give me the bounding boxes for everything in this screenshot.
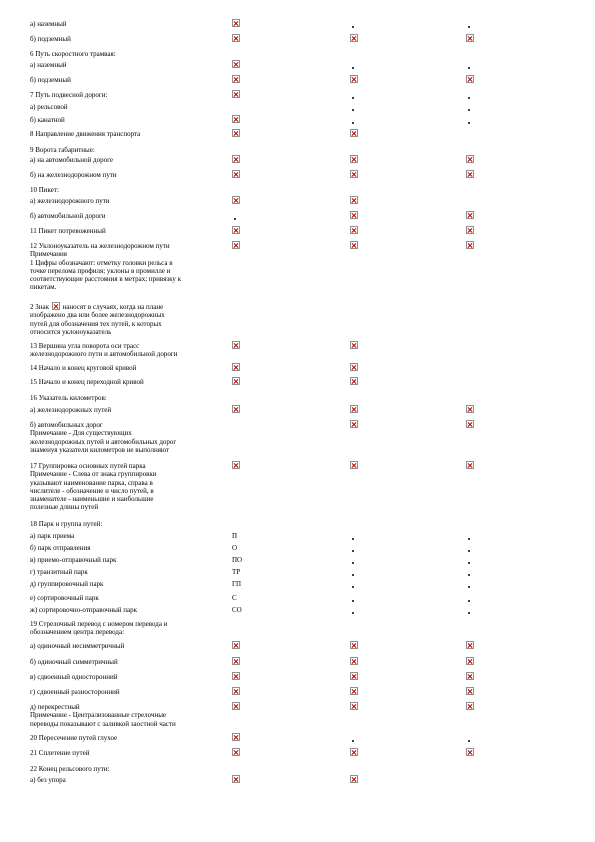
row-label: б) одиночный симметричный — [30, 658, 118, 666]
broken-image-icon — [350, 641, 358, 649]
dot-mark — [466, 116, 468, 125]
broken-image-icon — [232, 242, 240, 253]
row-label: г) транзитный парк — [30, 568, 88, 576]
broken-image-icon — [232, 702, 240, 710]
broken-image-icon — [350, 227, 358, 238]
dot-mark — [350, 532, 352, 541]
broken-image-icon — [466, 748, 474, 756]
broken-image-icon — [466, 75, 474, 83]
broken-image-icon — [466, 211, 474, 219]
broken-image-icon — [232, 364, 240, 375]
broken-image-icon — [232, 171, 240, 182]
dot-mark — [466, 61, 468, 70]
broken-image-icon — [350, 196, 358, 204]
table-row — [30, 227, 580, 242]
dot-mark — [350, 103, 352, 112]
dot-mark — [466, 20, 468, 29]
dot-icon — [352, 612, 354, 614]
symbol-code: ТР — [232, 568, 241, 576]
table-row — [30, 556, 580, 568]
dot-mark — [350, 91, 352, 100]
broken-image-icon — [466, 673, 474, 684]
broken-image-icon — [350, 155, 358, 163]
row-label: 22 Конец рельсового пути: — [30, 765, 110, 773]
dot-icon — [468, 122, 470, 124]
dot-mark — [350, 116, 352, 125]
broken-image-icon — [466, 171, 474, 182]
dot-mark — [350, 61, 352, 70]
broken-image-icon — [232, 35, 240, 46]
broken-image-icon — [350, 212, 358, 223]
table-row — [30, 776, 580, 791]
row-label: а) без упора — [30, 776, 66, 784]
broken-image-icon — [232, 733, 240, 741]
broken-image-icon — [350, 341, 358, 349]
dot-mark — [350, 580, 352, 589]
broken-image-icon — [466, 658, 474, 669]
broken-image-icon — [232, 749, 240, 760]
table-row — [30, 342, 580, 364]
row-label: а) наземный — [30, 20, 67, 28]
row-label: 19 Стрелочный перевод с номером перевода и обозначением центра перевода: — [30, 620, 168, 637]
document-table — [30, 20, 580, 791]
row-label: 18 Парк и группа путей: — [30, 520, 103, 528]
dot-mark — [350, 20, 352, 29]
broken-image-icon — [232, 405, 240, 413]
table-row — [30, 364, 580, 378]
broken-image-icon — [466, 405, 474, 413]
row-label: 12 Уклоноуказатель на железнодорожном пути Примечания 1 Цифры обозначают: отметку головки рельса в точке перелома профиля; уклоны в промилле и соответствующие расстояния в метрах; привязку к пикетам. — [30, 242, 182, 292]
dot-mark — [350, 734, 352, 743]
symbol-code: О — [232, 544, 238, 552]
row-label: е) сортировочный парк — [30, 594, 99, 602]
table-row — [30, 520, 580, 532]
broken-image-icon — [350, 642, 358, 653]
table-row — [30, 146, 580, 156]
table-row — [30, 673, 580, 688]
broken-image-icon — [466, 170, 474, 178]
row-label: 14 Начало и конец круговой кривой — [30, 364, 137, 372]
broken-image-icon — [232, 226, 240, 234]
row-label: 16 Указатель километров: — [30, 394, 107, 402]
dot-icon — [468, 600, 470, 602]
broken-image-icon — [232, 116, 240, 127]
dot-mark — [466, 734, 468, 743]
dot-mark — [350, 594, 352, 603]
broken-image-icon — [350, 226, 358, 234]
dot-mark — [466, 544, 468, 553]
broken-image-icon — [232, 227, 240, 238]
broken-image-icon — [232, 156, 240, 167]
broken-image-icon — [466, 420, 474, 428]
broken-image-icon — [350, 421, 358, 432]
dot-mark — [350, 568, 352, 577]
broken-image-icon — [466, 672, 474, 680]
broken-image-icon — [350, 687, 358, 695]
broken-image-icon — [350, 405, 358, 413]
dot-icon — [352, 600, 354, 602]
broken-image-icon — [350, 197, 358, 208]
broken-image-icon — [466, 461, 474, 469]
broken-image-icon — [232, 461, 240, 469]
table-row — [30, 378, 580, 394]
broken-image-icon — [350, 748, 358, 756]
table-row — [30, 130, 580, 146]
table-row — [30, 116, 580, 130]
dot-icon — [468, 612, 470, 614]
row-label: д) группировочный парк — [30, 580, 104, 588]
table-row — [30, 462, 580, 520]
broken-image-icon — [466, 688, 474, 699]
row-label: б) автомобильной дороги — [30, 212, 106, 220]
broken-image-icon — [350, 129, 358, 137]
dot-mark — [466, 594, 468, 603]
table-row — [30, 594, 580, 606]
dot-icon — [468, 26, 470, 28]
dot-mark — [466, 580, 468, 589]
broken-image-icon — [466, 642, 474, 653]
broken-image-icon — [350, 420, 358, 428]
row-label: в) сдвоенный односторонний — [30, 673, 118, 681]
broken-image-icon — [232, 197, 240, 208]
broken-image-icon — [232, 129, 240, 137]
dot-icon — [468, 574, 470, 576]
table-row — [30, 568, 580, 580]
broken-image-icon — [350, 363, 358, 371]
dot-icon — [352, 740, 354, 742]
broken-image-icon — [232, 658, 240, 669]
row-label: 7 Путь подвесной дороги: — [30, 91, 108, 99]
row-label: б) подземный — [30, 35, 71, 43]
broken-image-icon — [232, 130, 240, 141]
table-row — [30, 703, 580, 734]
broken-image-icon — [350, 211, 358, 219]
row-label: 20 Пересечение путей глухое — [30, 734, 118, 742]
broken-image-icon — [232, 776, 240, 787]
broken-image-icon — [232, 91, 240, 102]
table-row — [30, 35, 580, 50]
broken-image-icon — [232, 115, 240, 123]
broken-image-icon — [232, 60, 240, 68]
broken-image-icon — [232, 90, 240, 98]
dot-icon — [234, 218, 236, 220]
broken-image-icon — [466, 34, 474, 42]
dot-icon — [468, 67, 470, 69]
dot-icon — [468, 740, 470, 742]
row-label: б) канатной — [30, 116, 65, 124]
row-label: а) на автомобильной дороге — [30, 156, 113, 164]
broken-image-icon — [466, 702, 474, 710]
row-label: 15 Начало и конец переходной кривой — [30, 378, 144, 386]
table-row — [30, 103, 580, 116]
broken-image-icon — [232, 688, 240, 699]
dot-icon — [352, 550, 354, 552]
row-label: д) перекрестный Примечание - Централизованные стрелочные переводы показывают с заливкой заостной части — [30, 703, 176, 728]
dot-icon — [352, 562, 354, 564]
row-label: 17 Группировка основных путей парка Примечание - Слева от знака группировки указывают наименование парка, справа в числителе - обозначение и число путей, в знаменателе - наименьшие и наибольшие полезные длины путей — [30, 462, 157, 512]
broken-image-icon — [350, 461, 358, 469]
broken-image-icon — [52, 302, 60, 310]
broken-image-icon — [232, 734, 240, 745]
broken-image-icon — [350, 378, 358, 389]
broken-image-icon — [350, 406, 358, 417]
broken-image-icon — [350, 657, 358, 665]
broken-image-icon — [466, 227, 474, 238]
broken-image-icon — [350, 130, 358, 141]
table-row — [30, 171, 580, 186]
broken-image-icon — [232, 241, 240, 249]
broken-image-icon — [232, 196, 240, 204]
symbol-code: СО — [232, 606, 242, 614]
dot-icon — [352, 97, 354, 99]
broken-image-icon — [232, 775, 240, 783]
table-row — [30, 156, 580, 171]
dot-icon — [468, 550, 470, 552]
broken-image-icon — [466, 406, 474, 417]
broken-image-icon — [350, 171, 358, 182]
broken-image-icon — [466, 421, 474, 432]
row-label: 6 Путь скоростного трамвая: — [30, 50, 116, 58]
broken-image-icon — [466, 156, 474, 167]
table-row — [30, 186, 580, 197]
row-label: 11 Пикет потревоженный — [30, 227, 106, 235]
broken-image-icon — [466, 749, 474, 760]
broken-image-icon — [350, 672, 358, 680]
broken-image-icon — [350, 703, 358, 714]
dot-mark — [232, 212, 234, 221]
broken-image-icon — [350, 776, 358, 787]
symbol-code: С — [232, 594, 237, 602]
row-label: а) наземный — [30, 61, 67, 69]
dot-mark — [466, 606, 468, 615]
broken-image-icon — [350, 673, 358, 684]
dot-icon — [468, 538, 470, 540]
broken-image-icon — [466, 35, 474, 46]
broken-image-icon — [232, 61, 240, 72]
broken-image-icon — [232, 462, 240, 473]
table-row — [30, 642, 580, 658]
row-label: г) сдвоенный разносторонний — [30, 688, 120, 696]
dot-icon — [352, 586, 354, 588]
broken-image-icon — [232, 341, 240, 349]
broken-image-icon — [466, 241, 474, 249]
broken-image-icon — [232, 687, 240, 695]
table-row — [30, 302, 580, 342]
broken-image-icon — [350, 75, 358, 83]
broken-image-icon — [232, 641, 240, 649]
table-row — [30, 394, 580, 406]
broken-image-icon — [350, 156, 358, 167]
table-row — [30, 91, 580, 103]
broken-image-icon — [350, 749, 358, 760]
broken-image-icon — [232, 406, 240, 417]
broken-image-icon — [350, 342, 358, 353]
row-label: б) подземный — [30, 76, 71, 84]
dot-mark — [466, 532, 468, 541]
broken-image-icon — [232, 155, 240, 163]
row-label: 9 Ворота габаритные: — [30, 146, 95, 154]
row-label: 10 Пикет: — [30, 186, 59, 194]
broken-image-icon — [232, 342, 240, 353]
broken-image-icon — [350, 34, 358, 42]
row-label: б) на железнодорожном пути — [30, 171, 117, 179]
table-row — [30, 606, 580, 620]
broken-image-icon — [350, 702, 358, 710]
row-label: 21 Сплетение путей — [30, 749, 90, 757]
dot-mark — [466, 568, 468, 577]
row-label: 13 Вершина угла поворота оси трасс железнодорожного пути и автомобильной дороги — [30, 342, 178, 359]
dot-mark — [466, 91, 468, 100]
row-label: б) автомобильных дорог Примечание - Для существующих железнодорожных путей и автомобильных дорог знаменуя указатели километров не выполняют — [30, 421, 177, 454]
broken-image-icon — [232, 34, 240, 42]
broken-image-icon — [466, 155, 474, 163]
broken-image-icon — [466, 687, 474, 695]
table-row — [30, 688, 580, 703]
broken-image-icon — [466, 76, 474, 87]
broken-image-icon — [350, 658, 358, 669]
broken-image-icon — [232, 642, 240, 653]
broken-image-icon — [232, 672, 240, 680]
row-label: а) железнодорожного пути — [30, 197, 110, 205]
broken-image-icon — [350, 462, 358, 473]
row-label: а) железнодорожных путей — [30, 406, 112, 414]
table-row — [30, 76, 580, 91]
table-row — [30, 406, 580, 421]
broken-image-icon — [350, 241, 358, 249]
dot-icon — [352, 109, 354, 111]
dot-mark — [350, 556, 352, 565]
broken-image-icon — [466, 242, 474, 253]
broken-image-icon — [232, 748, 240, 756]
table-row — [30, 421, 580, 462]
broken-image-icon — [350, 364, 358, 375]
broken-image-icon — [350, 35, 358, 46]
row-label: а) одиночный несимметричный — [30, 642, 125, 650]
dot-mark — [466, 556, 468, 565]
table-row — [30, 212, 580, 227]
table-row — [30, 61, 580, 76]
dot-mark — [466, 103, 468, 112]
table-row — [30, 620, 580, 642]
table-row — [30, 197, 580, 212]
broken-image-icon — [466, 226, 474, 234]
broken-image-icon — [232, 363, 240, 371]
broken-image-icon — [232, 703, 240, 714]
dot-icon — [352, 67, 354, 69]
broken-image-icon — [350, 775, 358, 783]
dot-icon — [352, 538, 354, 540]
broken-image-icon — [232, 377, 240, 385]
broken-image-icon — [232, 657, 240, 665]
table-row — [30, 532, 580, 544]
table-row — [30, 580, 580, 594]
broken-image-icon — [350, 242, 358, 253]
broken-image-icon — [232, 378, 240, 389]
broken-image-icon — [232, 76, 240, 87]
dot-mark — [350, 606, 352, 615]
table-row — [30, 242, 580, 302]
broken-image-icon — [466, 212, 474, 223]
broken-image-icon — [232, 75, 240, 83]
broken-image-icon — [232, 170, 240, 178]
row-label: 8 Направление движения транспорта — [30, 130, 141, 138]
row-label: ж) сортировочно-отправочный парк — [30, 606, 138, 614]
row-label: б) парк отправления — [30, 544, 91, 552]
broken-image-icon — [350, 688, 358, 699]
dot-mark — [350, 544, 352, 553]
broken-image-icon — [350, 76, 358, 87]
dot-icon — [468, 586, 470, 588]
table-row — [30, 544, 580, 556]
symbol-code: П — [232, 532, 238, 540]
broken-image-icon — [466, 462, 474, 473]
dot-icon — [468, 97, 470, 99]
dot-icon — [468, 109, 470, 111]
dot-icon — [352, 26, 354, 28]
table-row — [30, 20, 580, 35]
broken-image-icon — [232, 673, 240, 684]
broken-image-icon — [232, 19, 240, 27]
broken-image-icon — [466, 641, 474, 649]
table-row — [30, 50, 580, 61]
dot-icon — [468, 562, 470, 564]
symbol-code: ПО — [232, 556, 243, 564]
row-label: а) рельсовой — [30, 103, 68, 111]
broken-image-icon — [232, 20, 240, 31]
dot-icon — [352, 122, 354, 124]
row-label: в) приемо-отправочный парк — [30, 556, 117, 564]
broken-image-icon — [350, 377, 358, 385]
broken-image-icon — [466, 703, 474, 714]
table-row — [30, 734, 580, 749]
table-row — [30, 765, 580, 776]
table-row — [30, 749, 580, 765]
row-label: 2 Знак наносят в случаях, когда на плане изображено два или более железнодорожных путей для обозначения тех путей, к которых относится уклоноуказатель — [30, 303, 165, 336]
dot-icon — [352, 574, 354, 576]
symbol-code: ГП — [232, 580, 242, 588]
broken-image-icon — [350, 170, 358, 178]
broken-image-icon — [466, 657, 474, 665]
row-label: а) парк приема — [30, 532, 75, 540]
table-row — [30, 658, 580, 673]
